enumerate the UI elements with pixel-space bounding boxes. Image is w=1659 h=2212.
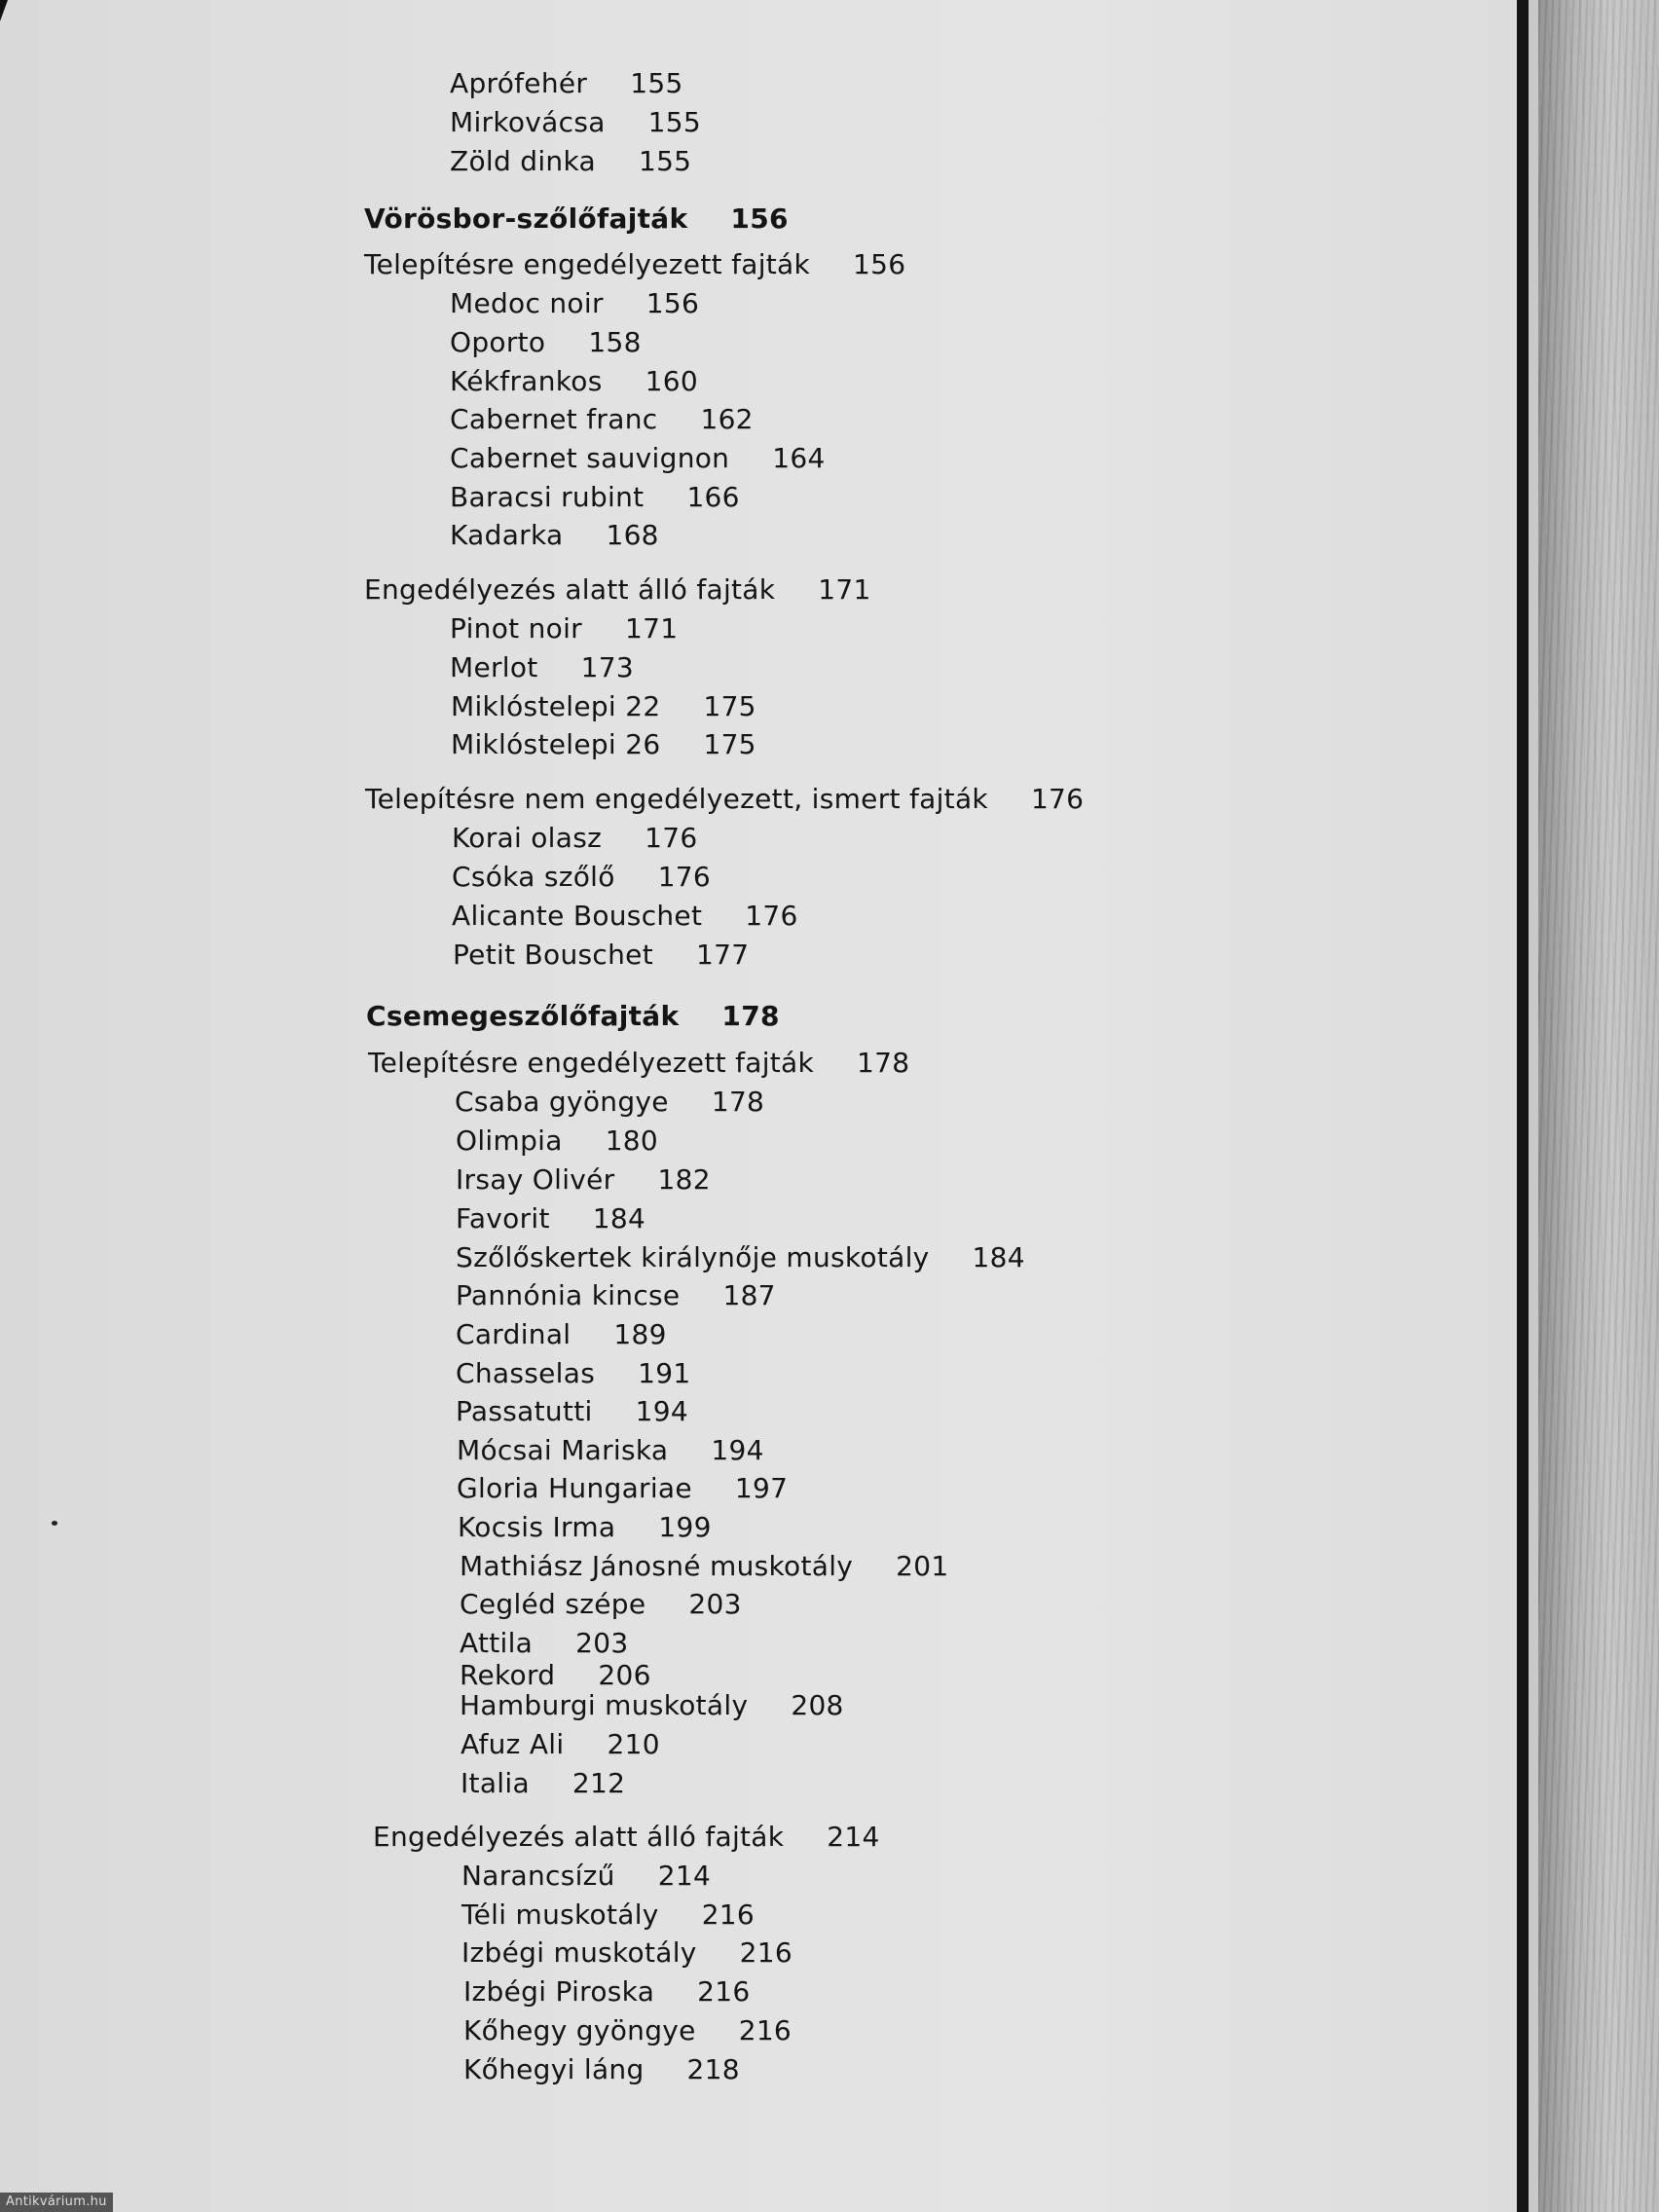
- entry-label: Irsay Olivér: [456, 1163, 615, 1196]
- entry-label: Pannónia kincse: [456, 1279, 681, 1311]
- index-entry: [456, 1279, 776, 1312]
- page-number: 199: [658, 1511, 712, 1543]
- section-heading: [366, 1000, 780, 1033]
- index-entry: [453, 939, 749, 972]
- index-entry: [463, 2053, 740, 2086]
- page-number: 182: [657, 1163, 711, 1196]
- page-number: 194: [635, 1395, 688, 1427]
- entry-label: Olimpia: [456, 1124, 563, 1157]
- page-number: 201: [896, 1550, 949, 1582]
- index-entry: [456, 1395, 688, 1428]
- entry-label: Afuz Ali: [461, 1728, 565, 1760]
- entry-label: Izbégi Piroska: [463, 1975, 655, 2008]
- index-entry: [463, 1975, 751, 2009]
- index-entry: [456, 1241, 1025, 1274]
- page-number: 177: [695, 939, 750, 971]
- page-number: 176: [645, 822, 698, 854]
- entry-label: Miklóstelepi 26: [451, 728, 661, 760]
- index-entry: [461, 1728, 660, 1761]
- entry-label: Szőlőskertek királynője muskotály: [456, 1241, 930, 1273]
- entry-label: Izbégi muskotály: [461, 1936, 697, 1969]
- index-entry: [460, 1588, 742, 1621]
- index-entry: [461, 1767, 625, 1800]
- entry-label: Téli muskotály: [461, 1899, 659, 1931]
- page-number: 212: [571, 1767, 626, 1799]
- index-entry: [450, 519, 659, 552]
- entry-label: Medoc noir: [450, 287, 604, 319]
- entry-label: Mathiász Jánosné muskotály: [460, 1550, 854, 1582]
- entry-label: Petit Bouschet: [453, 939, 653, 971]
- page-number: 214: [657, 1860, 712, 1892]
- page-number: 156: [645, 287, 700, 319]
- index-entry: [456, 1357, 690, 1390]
- page-number: 184: [592, 1202, 646, 1235]
- index-entry: [450, 287, 699, 320]
- entry-label: Pinot noir: [450, 612, 582, 645]
- page-number: 158: [588, 326, 642, 358]
- page-number: 203: [575, 1627, 629, 1659]
- entry-label: Zöld dinka: [450, 145, 596, 177]
- page-number: 155: [630, 67, 683, 99]
- page-number: 176: [1030, 783, 1085, 815]
- watermark: Antikvárium.hu: [0, 2193, 113, 2212]
- page-number: 203: [688, 1588, 742, 1620]
- index-entry: [456, 1163, 711, 1197]
- entry-label: Cabernet sauvignon: [450, 442, 730, 474]
- page-number: 191: [638, 1357, 691, 1389]
- page-number: 171: [818, 573, 871, 606]
- page-corner-mark: [0, 0, 8, 21]
- page-number: 155: [647, 106, 702, 138]
- page-number: 184: [972, 1241, 1025, 1273]
- subsection-heading: [365, 783, 1084, 816]
- page-number: 173: [580, 651, 634, 683]
- index-entry: [450, 612, 678, 645]
- entry-label: Alicante Bouschet: [452, 900, 703, 932]
- page-number: 155: [638, 145, 692, 177]
- page-number: 194: [711, 1434, 764, 1466]
- section-heading: [364, 203, 789, 236]
- entry-label: Italia: [461, 1767, 530, 1799]
- entry-label: Vörösbor-szőlőfajták: [364, 203, 688, 235]
- page-number: 216: [697, 1975, 751, 2008]
- page-number: 178: [857, 1047, 910, 1079]
- page-number: 216: [701, 1899, 756, 1931]
- entry-label: Mirkovácsa: [450, 106, 606, 138]
- index-entry: [456, 1202, 645, 1235]
- entry-label: Cabernet franc: [450, 403, 658, 435]
- entry-label: Baracsi rubint: [450, 481, 645, 513]
- index-entry: [457, 1434, 764, 1467]
- page-number: 176: [657, 861, 712, 893]
- wooden-surface: [1538, 0, 1659, 2212]
- page-number: 166: [686, 481, 740, 513]
- entry-label: Telepítésre engedélyezett fajták: [368, 1047, 815, 1079]
- page-number: 214: [827, 1821, 880, 1853]
- index-entry: [461, 1936, 793, 1970]
- entry-label: Engedélyezés alatt álló fajták: [364, 573, 776, 606]
- page-number: 216: [738, 2014, 793, 2046]
- entry-label: Narancsízű: [461, 1860, 615, 1892]
- index-entry: [460, 1659, 651, 1692]
- index-entry: [463, 2014, 792, 2047]
- ink-dot: [52, 1521, 57, 1526]
- index-entry: [450, 365, 698, 398]
- entry-label: Csemegeszőlőfajták: [366, 1000, 680, 1032]
- entry-label: Cegléd szépe: [460, 1588, 646, 1620]
- entry-label: Chasselas: [456, 1357, 596, 1389]
- entry-label: Gloria Hungariae: [457, 1472, 692, 1504]
- entry-label: Mócsai Mariska: [457, 1434, 669, 1466]
- index-entry: [451, 690, 756, 723]
- entry-label: Passatutti: [456, 1395, 593, 1427]
- page-number: 162: [700, 403, 754, 435]
- index-entry: [458, 1511, 712, 1544]
- index-entry: [460, 1689, 844, 1722]
- subsection-heading: [364, 248, 905, 281]
- index-entry: [461, 1860, 711, 1893]
- page-number: 160: [645, 365, 698, 397]
- entry-label: Attila: [460, 1627, 534, 1659]
- entry-label: Korai olasz: [452, 822, 603, 854]
- index-entry: [460, 1627, 628, 1660]
- page-number: 210: [607, 1728, 660, 1760]
- index-entry: [452, 900, 798, 933]
- page-number: 178: [711, 1086, 765, 1118]
- page-number: 175: [703, 728, 756, 760]
- index-entry: [452, 861, 711, 894]
- entry-label: Miklóstelepi 22: [451, 690, 661, 722]
- page-number: 156: [730, 203, 789, 235]
- index-entry: [451, 728, 756, 761]
- entry-label: Engedélyezés alatt álló fajták: [373, 1821, 785, 1853]
- entry-label: Hamburgi muskotály: [460, 1689, 749, 1721]
- subsection-heading: [364, 573, 871, 607]
- page-number: 187: [722, 1279, 776, 1311]
- index-entry: [450, 481, 740, 514]
- entry-label: Aprófehér: [450, 67, 588, 99]
- index-entry: [450, 145, 691, 178]
- entry-label: Merlot: [450, 651, 538, 683]
- entry-label: Rekord: [460, 1659, 556, 1691]
- index-entry: [450, 403, 754, 436]
- entry-label: Cardinal: [456, 1318, 571, 1350]
- index-entry: [450, 651, 634, 684]
- entry-label: Kőhegy gyöngye: [463, 2014, 696, 2046]
- index-entry: [456, 1124, 658, 1158]
- entry-label: Kadarka: [450, 519, 564, 551]
- page-number: 175: [703, 690, 756, 722]
- index-entry: [457, 1472, 788, 1505]
- index-entry: [452, 822, 697, 855]
- entry-label: Kőhegyi láng: [463, 2053, 645, 2085]
- index-entry: [450, 106, 701, 139]
- entry-label: Csaba gyöngye: [455, 1086, 669, 1118]
- index-entry: [460, 1550, 949, 1583]
- index-entry: [450, 67, 683, 100]
- index-entry: [455, 1086, 764, 1119]
- page-number: 178: [721, 1000, 780, 1032]
- entry-label: Csóka szőlő: [452, 861, 615, 893]
- page-number: 197: [734, 1472, 789, 1504]
- entry-label: Telepítésre nem engedélyezett, ismert fajták: [365, 783, 988, 815]
- subsection-heading: [373, 1821, 880, 1854]
- entry-label: Oporto: [450, 326, 546, 358]
- subsection-heading: [368, 1047, 909, 1080]
- entry-label: Telepítésre engedélyezett fajták: [364, 248, 811, 280]
- page-number: 206: [598, 1659, 651, 1691]
- page-number: 168: [606, 519, 659, 551]
- index-entry: [450, 326, 642, 359]
- page-edge: [1517, 0, 1529, 2212]
- page-number: 218: [686, 2053, 740, 2085]
- index-entry: [461, 1899, 755, 1932]
- page-number: 164: [772, 442, 826, 474]
- page-number: 176: [745, 900, 798, 932]
- entry-label: Kocsis Irma: [458, 1511, 616, 1543]
- page-number: 156: [853, 248, 906, 280]
- page-number: 189: [613, 1318, 667, 1350]
- entry-label: Kékfrankos: [450, 365, 603, 397]
- index-entry: [450, 442, 826, 475]
- page-number: 180: [605, 1124, 659, 1157]
- entry-label: Favorit: [456, 1202, 550, 1235]
- page-number: 216: [739, 1936, 793, 1969]
- page-number: 171: [624, 612, 679, 645]
- page-number: 208: [791, 1689, 844, 1721]
- index-entry: [456, 1318, 667, 1351]
